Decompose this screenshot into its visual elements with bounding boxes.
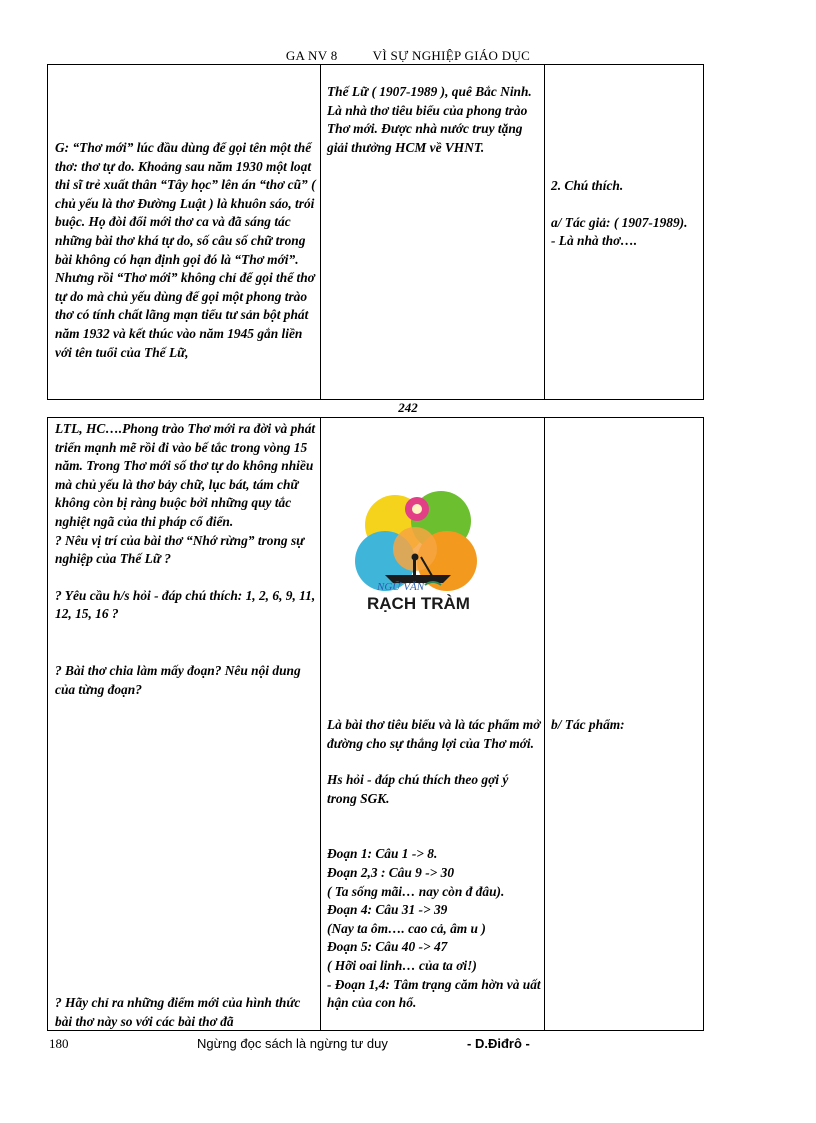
table1-col2-text [327, 83, 537, 157]
section-line: ( Ta sống mãi… nay còn đ đâu). [327, 883, 505, 899]
section-line: ( Hỡi oai linh… của ta ơi!) [327, 957, 477, 973]
rach-tram-logo [355, 487, 485, 617]
section-line: Đoạn 1: Câu 1 -> 8. [327, 846, 438, 862]
logo-text-top: NGỮ VĂN [377, 581, 425, 593]
section-line: (Nay ta ôm…. cao cả, âm u ) [327, 920, 486, 936]
flower-logo-icon [355, 487, 485, 617]
table1-col1-text [55, 139, 317, 362]
section-line: - Đoạn 1,4: Tâm trạng căm hờn và uất hận của con hổ. [327, 976, 541, 1011]
work-label: b/ Tác phẩm: [551, 717, 625, 732]
answer-position: Là bài thơ tiêu biểu và là tác phẩm mở đường cho sự thắng lợi của Thơ mới. [327, 717, 541, 751]
page-header [0, 48, 816, 64]
table1-col3 [551, 177, 699, 251]
table2-col3 [551, 716, 699, 735]
table-top [47, 64, 704, 400]
notes-heading: 2. Chú thích. [551, 178, 624, 193]
table2-col1 [55, 420, 317, 699]
section-line: Đoạn 2,3 : Câu 9 -> 30 [327, 864, 455, 880]
table2-col2 [327, 716, 541, 1013]
header-left: GA NV 8 [285, 48, 338, 63]
footer-author: - D.Điđrô - [467, 1036, 530, 1051]
footer-quote: Ngừng đọc sách là ngừng tư duy [197, 1036, 388, 1051]
section-list [327, 845, 541, 1012]
question-sections: ? Bài thơ chia làm mấy đoạn? Nêu nội dung của từng đoạn? [55, 662, 301, 697]
table2-col1-last [55, 994, 317, 1031]
logo-text-bottom: RẠCH TRÀM [367, 594, 470, 613]
question-position: ? Nêu vị trí của bài thơ “Nhớ rừng” trong sự nghiệp của Thế Lữ ? [55, 532, 305, 567]
question-notes: ? Yêu cầu h/s hỏi - đáp chú thích: 1, 2, 6, 9, 11, 12, 15, 16 ? [55, 587, 316, 622]
author-bio: Thế Lữ ( 1907-1989 ), quê Bắc Ninh. Là nhà thơ tiêu biểu của phong trào Thơ mới. Được nhà nước truy tặng giải thưởng HCM về VHNT. [327, 84, 532, 155]
section-line: Đoạn 5: Câu 40 -> 47 [327, 939, 448, 955]
section-line: Đoạn 4: Câu 31 -> 39 [327, 902, 448, 918]
author-label: a/ Tác giả: ( 1907-1989). [551, 214, 688, 230]
page-number: 242 [398, 400, 418, 415]
header-right: VÌ SỰ NGHIỆP GIÁO DỤC [372, 48, 531, 63]
thomoi-intro: LTL, HC….Phong trào Thơ mới ra đời và phát triển mạnh mẽ rồi đi vào bế tắc trong vòng 15 năm. Trong Thơ mới số thơ tự do không nhiều mà chủ yếu là thơ bảy chữ, lục bát, tám chữ không còn bị ràng buộc bởi những quy tắc nghiệt ngã của thi pháp cổ điển. [55, 421, 316, 529]
question-form: ? Hãy chỉ ra những điểm mới của hình thức bài thơ này so với các bài thơ đã [55, 995, 301, 1029]
footer-page-number: 180 [49, 1036, 69, 1051]
answer-notes: Hs hỏi - đáp chú thích theo gợi ý trong SGK. [327, 772, 509, 806]
author-note: - Là nhà thơ…. [551, 233, 638, 249]
thomoi-paragraph: G: “Thơ mới” lúc đầu dùng để gọi tên một thể thơ: thơ tự do. Khoảng sau năm 1930 một loạt thi sĩ trẻ xuất thân “Tây học” lên án “thơ cũ” ( chủ yếu là thơ Đường Luật ) là khuôn sáo, trói buộc. Họ đòi đổi mới thơ ca và đã sáng tác những bài thơ khá tự do, số câu số chữ trong bài không có hạn định gọi đó là “Thơ mới”. Nhưng rồi “Thơ mới” không chỉ để gọi thể thơ tự do mà chủ yếu dùng để gọi một phong trào thơ có tính chất lãng mạn tiểu tư sản bột phát năm 1932 và kết thúc vào năm 1945 gắn liền với tên tuổi của Thế Lữ, [55, 140, 316, 360]
